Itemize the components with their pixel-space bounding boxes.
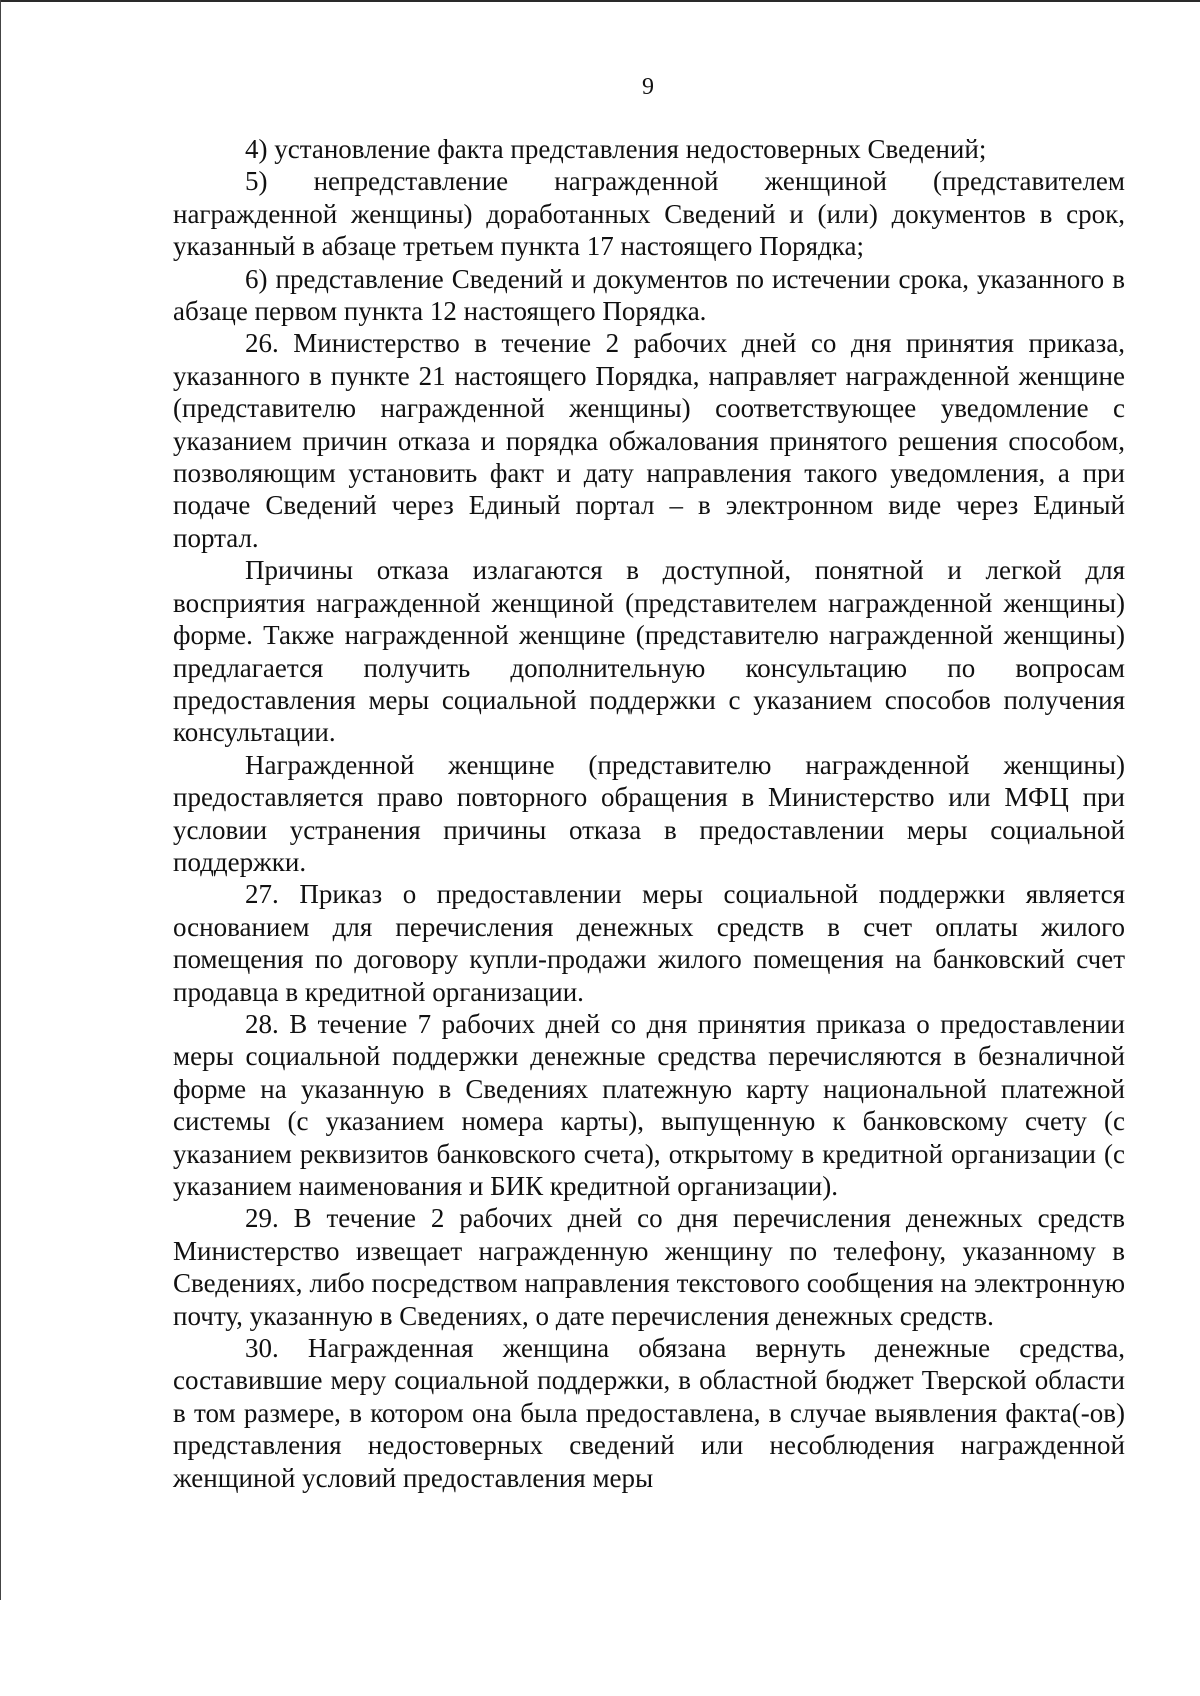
document-body	[173, 133, 1125, 1494]
paragraph-item-4: 4) установление факта представления недостоверных Сведений;	[245, 134, 987, 164]
page-number: 9	[642, 74, 654, 100]
paragraph-30: 30. Награжденная женщина обязана вернуть денежные средства, составившие меру социальной поддержки, в областной бюджет Тверской области в том размере, в котором она была предоставлена, в случае выявления факта(-ов) представления недостоверных сведений или несоблюдения награжденной женщиной условий предоставления меры	[173, 1333, 1125, 1493]
scan-top-edge	[0, 0, 1200, 2]
paragraph-item-5: 5) непредставление награжденной женщиной (представителем награжденной женщины) доработанных Сведений и (или) документов в срок, указанный в абзаце третьем пункта 17 настоящего Порядка;	[173, 166, 1125, 262]
paragraph-28: 28. В течение 7 рабочих дней со дня принятия приказа о предоставлении меры социальной поддержки денежные средства перечисляются в безналичной форме на указанную в Сведениях платежную карту национальной платежной системы (с указанием номера карты), выпущенную к банковскому счету (с указанием реквизитов банковского счета), открытому в кредитной организации (с указанием наименования и БИК кредитной организации).	[173, 1008, 1125, 1201]
paragraph-27: 27. Приказ о предоставлении меры социальной поддержки является основанием для перечисления денежных средств в счет оплаты жилого помещения по договору купли-продажи жилого помещения на банковский счет продавца в кредитной организации.	[173, 879, 1125, 1007]
paragraph-repeat-application: Награжденной женщине (представителю награжденной женщины) предоставляется право повторного обращения в Министерство или МФЦ при условии устранения причины отказа в предоставлении меры социальной поддержки.	[173, 749, 1125, 877]
scan-left-edge	[0, 0, 1, 1600]
paragraph-26: 26. Министерство в течение 2 рабочих дней со дня принятия приказа, указанного в пункте 21 настоящего Порядка, направляет награжденной женщине (представителю награжденной женщины) соответствующее уведомление с указанием причин отказа и порядка обжалования принятого решения способом, позволяющим установить факт и дату направления такого уведомления, а при подаче Сведений через Единый портал – в электронном виде через Единый портал.	[173, 328, 1125, 553]
paragraph-refusal-reasons: Причины отказа излагаются в доступной, понятной и легкой для восприятия награжденной женщиной (представителем награжденной женщины) форме. Также награжденной женщине (представителю награжденной женщины) предлагается получить дополнительную консультацию по вопросам предоставления меры социальной поддержки с указанием способов получения консультации.	[173, 555, 1125, 748]
paragraph-item-6: 6) представление Сведений и документов по истечении срока, указанного в абзаце первом пункта 12 настоящего Порядка.	[173, 263, 1125, 327]
paragraph-29: 29. В течение 2 рабочих дней со дня перечисления денежных средств Министерство извещает награжденную женщину по телефону, указанному в Сведениях, либо посредством направления текстового сообщения на электронную почту, указанную в Сведениях, о дате перечисления денежных средств.	[173, 1203, 1125, 1331]
